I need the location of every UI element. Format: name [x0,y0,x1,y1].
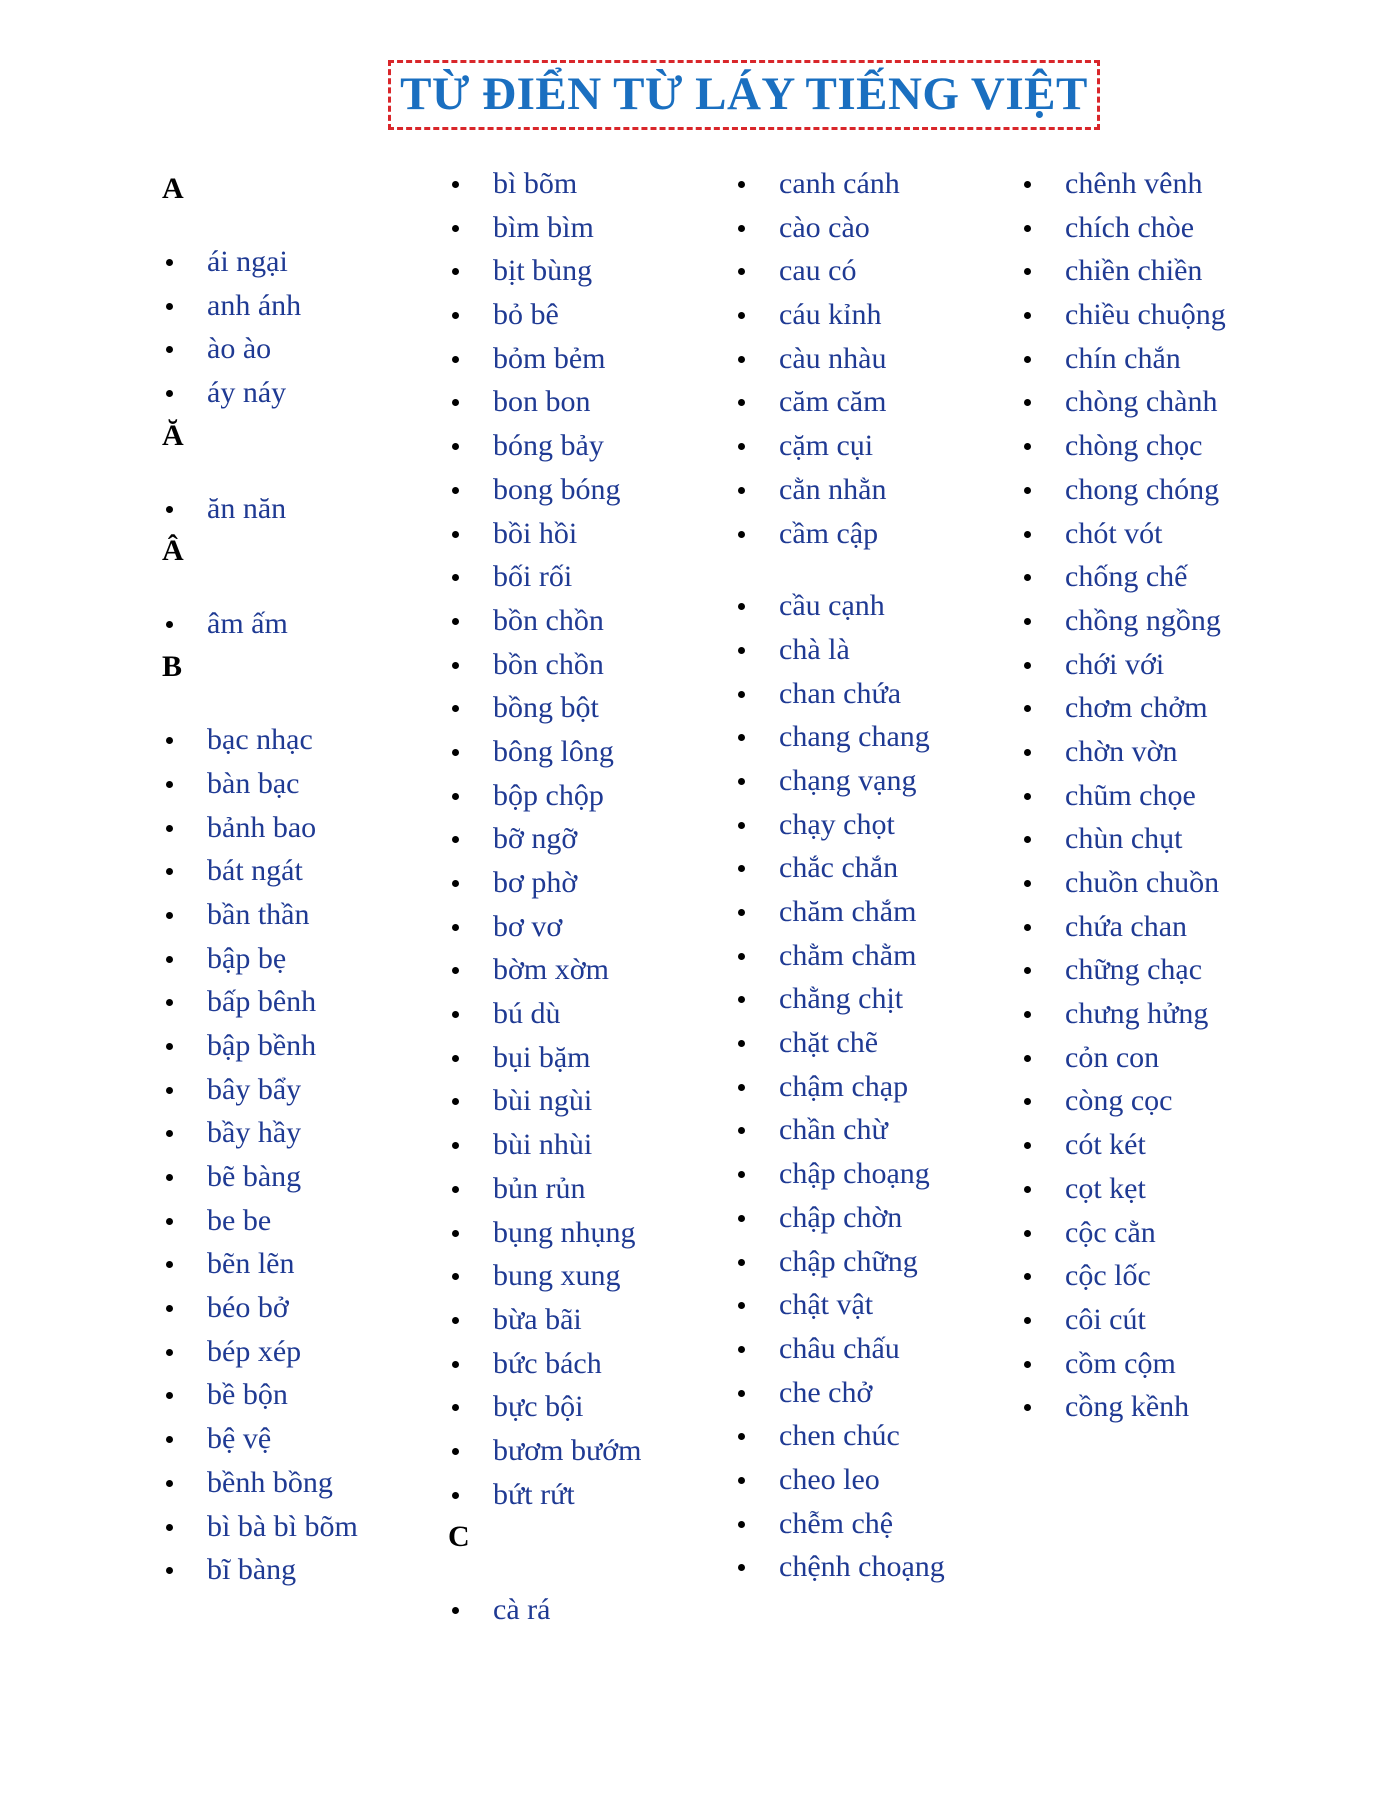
word-list-a-breve [162,489,432,530]
list-item: bùi nhùi [448,1125,718,1166]
list-item: bóng bảy [448,426,718,467]
list-item: chín chắn [1020,339,1250,380]
list-item: cau có [734,251,1014,292]
column-3 [734,164,1014,1591]
list-item: chới với [1020,645,1250,686]
list-item: cầm cập [734,514,1014,555]
list-item: bịt bùng [448,251,718,292]
section-heading-b: B [162,650,183,684]
word-list-c-part-2 [1020,164,1250,1428]
list-item: cộc lốc [1020,1256,1250,1297]
list-item: bầy hầy [162,1113,432,1154]
list-item: bép xép [162,1332,432,1373]
list-item: chòng chọc [1020,426,1250,467]
list-item: bon bon [448,382,718,423]
section-heading-a-breve: Ă [162,418,184,452]
list-item: chần chừ [734,1110,1014,1151]
word-list-c-part-1a [734,164,1014,554]
list-item: chênh vênh [1020,164,1250,205]
list-item: cheo leo [734,1460,1014,1501]
list-item: canh cánh [734,164,1014,205]
list-item: bề bộn [162,1375,432,1416]
list-item: côi cút [1020,1300,1250,1341]
section-heading-c: C [448,1520,470,1554]
list-item: bẽn lẽn [162,1244,432,1285]
list-item: chật vật [734,1285,1014,1326]
list-item: chùn chụt [1020,819,1250,860]
list-item: cộc cằn [1020,1213,1250,1254]
list-item: cằn nhằn [734,470,1014,511]
list-item: bẽ bàng [162,1157,432,1198]
list-item: bong bóng [448,470,718,511]
section-heading-a-circumflex: Â [162,534,184,568]
list-item: bồn chồn [448,601,718,642]
list-item: bứt rứt [448,1475,718,1516]
word-list-c-start [448,1590,718,1631]
list-item: bềnh bồng [162,1463,432,1504]
list-item: chăm chắm [734,892,1014,933]
list-item: chong chóng [1020,470,1250,511]
list-item: chích chòe [1020,208,1250,249]
list-item: chặt chẽ [734,1023,1014,1064]
list-item: bồn chồn [448,645,718,686]
list-item: cỏn con [1020,1038,1250,1079]
list-item: bông lông [448,732,718,773]
list-item: bàn bạc [162,764,432,805]
list-item: chưng hửng [1020,994,1250,1035]
list-item: bú dù [448,994,718,1035]
list-item: bụng nhụng [448,1213,718,1254]
list-item: chứa chan [1020,907,1250,948]
list-item: ăn năn [162,489,432,530]
list-item: bạc nhạc [162,720,432,761]
page-title: TỪ ĐIỂN TỪ LÁY TIẾNG VIỆT [400,68,1088,120]
list-item: cầu cạnh [734,586,1014,627]
list-item: châu chấu [734,1329,1014,1370]
list-item: bập bềnh [162,1026,432,1067]
list-item: bơ vơ [448,907,718,948]
list-item: chắc chắn [734,848,1014,889]
list-item: cặm cụi [734,426,1014,467]
list-item: chập choạng [734,1154,1014,1195]
list-item: bảnh bao [162,808,432,849]
list-item: bùi ngùi [448,1081,718,1122]
word-list-b-part-2 [448,164,718,1515]
list-item: cót két [1020,1125,1250,1166]
list-item: bồi hồi [448,514,718,555]
list-item: âm ấm [162,604,432,645]
list-item: bủn rủn [448,1169,718,1210]
list-item: bồng bột [448,688,718,729]
list-item: bỏ bê [448,295,718,336]
list-item: bì bõm [448,164,718,205]
list-item: chễm chệ [734,1504,1014,1545]
list-item: bây bẩy [162,1070,432,1111]
list-item: bối rối [448,557,718,598]
list-item: chờn vờn [1020,732,1250,773]
list-item: bung xung [448,1256,718,1297]
list-item: còng cọc [1020,1081,1250,1122]
list-gap [734,557,1014,586]
list-item: bát ngát [162,851,432,892]
list-item: chằng chịt [734,979,1014,1020]
list-item: bơ phờ [448,863,718,904]
list-item: bụi bặm [448,1038,718,1079]
list-item: chót vót [1020,514,1250,555]
list-item: chũm chọe [1020,776,1250,817]
list-item: chạng vạng [734,761,1014,802]
list-item: cồng kềnh [1020,1387,1250,1428]
list-item: chiều chuộng [1020,295,1250,336]
list-item: be be [162,1201,432,1242]
list-item: chòng chành [1020,382,1250,423]
list-item: bộp chộp [448,776,718,817]
list-item: chồng ngồng [1020,601,1250,642]
word-list-a-circumflex [162,604,432,645]
list-item: bươm bướm [448,1431,718,1472]
list-item: cáu kỉnh [734,295,1014,336]
list-item: bờm xờm [448,950,718,991]
list-item: chiền chiền [1020,251,1250,292]
list-item: bấp bênh [162,982,432,1023]
list-item: che chở [734,1373,1014,1414]
list-item: chuồn chuồn [1020,863,1250,904]
list-item: chơm chởm [1020,688,1250,729]
list-item: bệ vệ [162,1419,432,1460]
word-list-a [162,242,432,414]
list-item: chập chững [734,1242,1014,1283]
list-item: căm căm [734,382,1014,423]
word-list-b-part-1 [162,720,432,1591]
list-item: chang chang [734,717,1014,758]
list-item: chằm chằm [734,936,1014,977]
column-2 [448,164,718,1634]
list-item: bìm bìm [448,208,718,249]
list-item: ái ngại [162,242,432,283]
word-list-c-part-1b [734,586,1014,1588]
list-item: cồm cộm [1020,1344,1250,1385]
list-item: ào ào [162,329,432,370]
list-item: chạy chọt [734,805,1014,846]
list-item: bức bách [448,1344,718,1385]
column-4 [1020,164,1250,1431]
list-item: bỏm bẻm [448,339,718,380]
list-item: chững chạc [1020,950,1250,991]
list-item: chan chứa [734,674,1014,715]
list-item: bì bà bì bõm [162,1507,432,1548]
list-item: cọt kẹt [1020,1169,1250,1210]
list-item: bĩ bàng [162,1550,432,1591]
section-heading-a: A [162,172,184,205]
list-item: càu nhàu [734,339,1014,380]
list-item: chống chế [1020,557,1250,598]
list-item: chệnh choạng [734,1547,1014,1588]
list-item: béo bở [162,1288,432,1329]
list-item: chen chúc [734,1416,1014,1457]
list-item: chậm chạp [734,1067,1014,1108]
list-item: áy náy [162,373,432,414]
list-item: cà rá [448,1590,718,1631]
list-item: chập chờn [734,1198,1014,1239]
title-box [388,60,1100,130]
list-item: cào cào [734,208,1014,249]
list-item: bỡ ngỡ [448,819,718,860]
list-item: bừa bãi [448,1300,718,1341]
list-item: bập bẹ [162,939,432,980]
list-item: bực bội [448,1387,718,1428]
list-item: chà là [734,630,1014,671]
list-item: bần thần [162,895,432,936]
column-1 [162,164,432,1594]
list-item: anh ánh [162,286,432,327]
